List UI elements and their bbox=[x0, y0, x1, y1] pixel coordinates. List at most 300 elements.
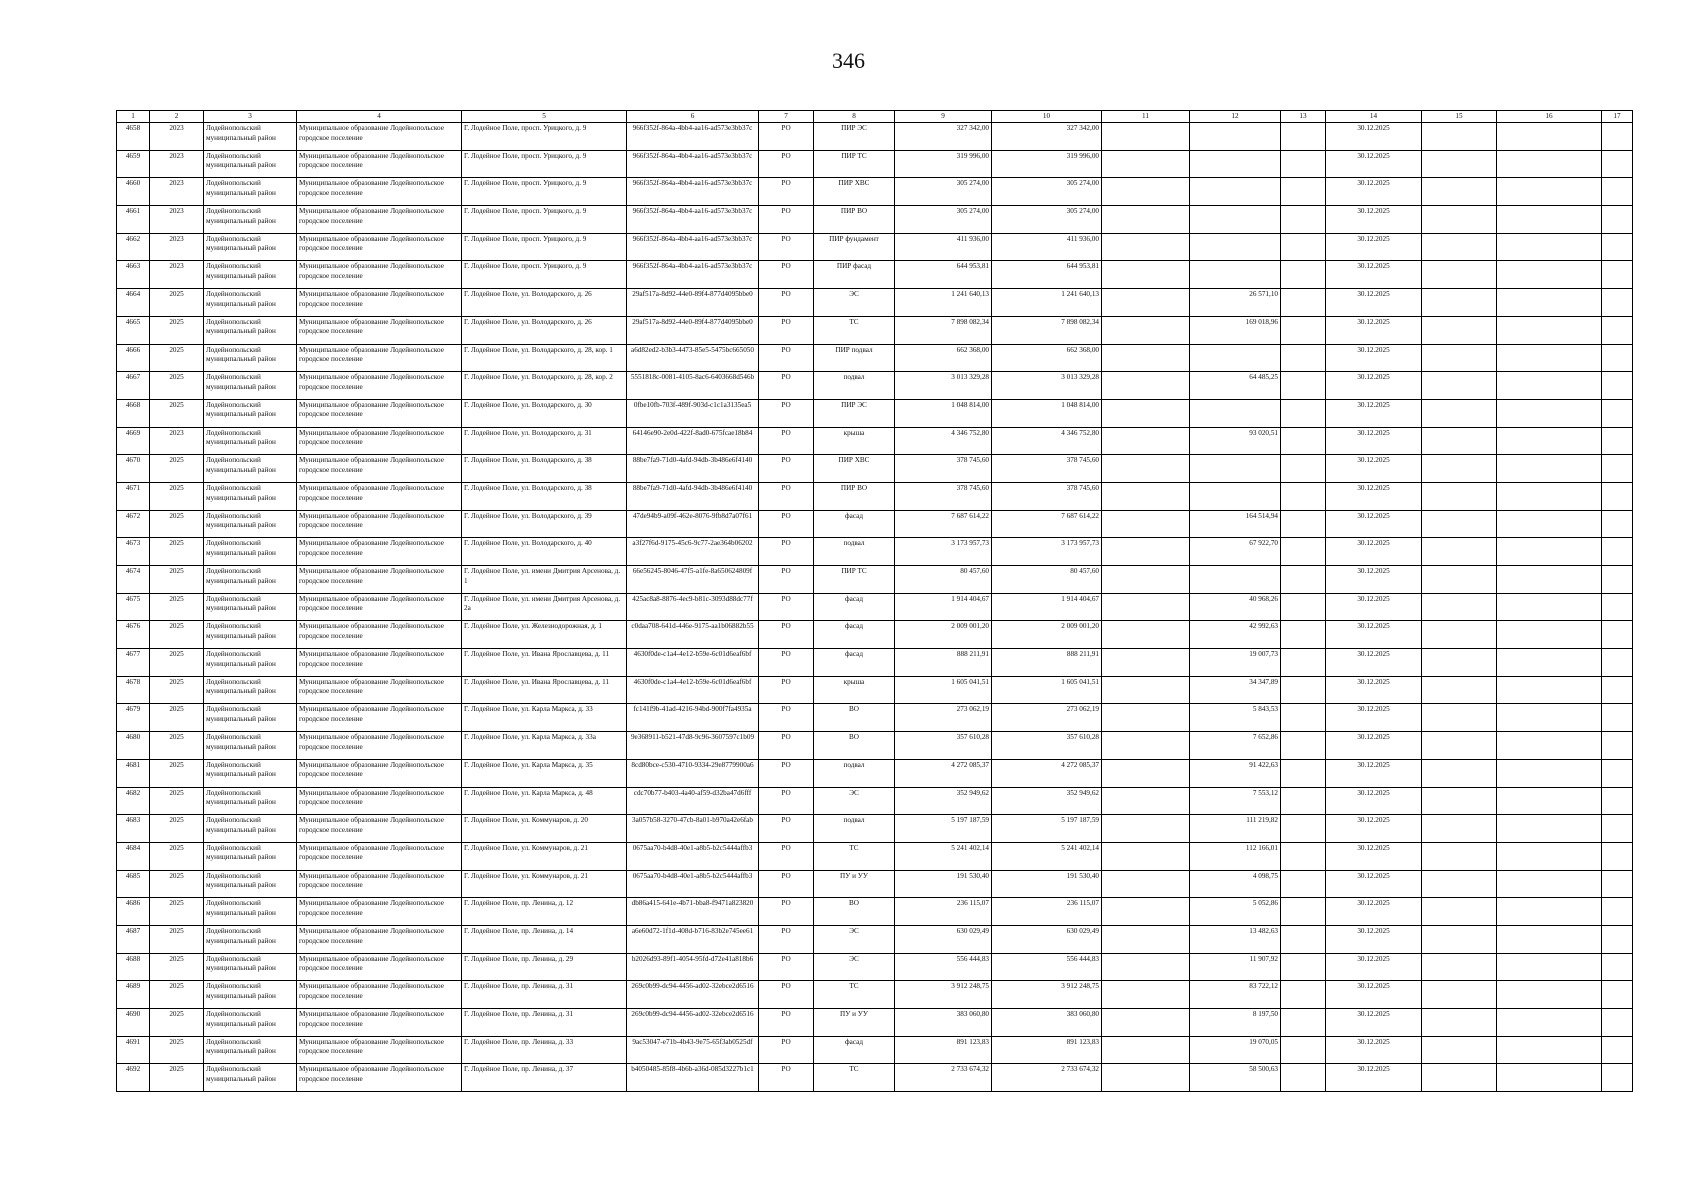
cell-col-15 bbox=[1422, 621, 1497, 649]
cell-col-17 bbox=[1602, 842, 1633, 870]
cell-district: Лодейнопольский муниципальный район bbox=[204, 455, 297, 483]
cell-col-11 bbox=[1102, 289, 1190, 317]
cell-address: Г. Лодейное Поле, просп. Урицкого, д. 9 bbox=[462, 261, 627, 289]
cell-form: РО bbox=[759, 1036, 814, 1064]
table-row bbox=[117, 621, 1633, 649]
cell-municipality: Муниципальное образование Лодейнопольское городское поселение bbox=[297, 704, 462, 732]
cell-municipality: Муниципальное образование Лодейнопольское городское поселение bbox=[297, 538, 462, 566]
cell-row-number: 4669 bbox=[117, 427, 150, 455]
cell-district: Лодейнопольский муниципальный район bbox=[204, 123, 297, 151]
cell-cost-total: 3 173 957,73 bbox=[895, 538, 992, 566]
cell-work-type: фасад bbox=[814, 593, 895, 621]
cell-row-number: 4667 bbox=[117, 372, 150, 400]
cell-work-type: ТС bbox=[814, 316, 895, 344]
cell-form: РО bbox=[759, 732, 814, 760]
cell-col-13 bbox=[1281, 732, 1326, 760]
table-row bbox=[117, 704, 1633, 732]
cell-row-number: 4666 bbox=[117, 344, 150, 372]
cell-deadline: 30.12.2025 bbox=[1326, 261, 1422, 289]
cell-district: Лодейнопольский муниципальный район bbox=[204, 815, 297, 843]
cell-year: 2025 bbox=[150, 344, 204, 372]
cell-form: РО bbox=[759, 482, 814, 510]
cell-address: Г. Лодейное Поле, ул. Ивана Ярославцева, д. 11 bbox=[462, 676, 627, 704]
cell-col-12 bbox=[1190, 261, 1281, 289]
table-row bbox=[117, 427, 1633, 455]
cell-year: 2023 bbox=[150, 123, 204, 151]
cell-col-11 bbox=[1102, 399, 1190, 427]
cell-deadline: 30.12.2025 bbox=[1326, 566, 1422, 594]
cell-cost-total: 327 342,00 bbox=[895, 123, 992, 151]
cell-cost-total: 3 912 248,75 bbox=[895, 981, 992, 1009]
cell-col-12 bbox=[1190, 566, 1281, 594]
cell-house-guid: 966f352f-864a-4bb4-aa16-ad573e3bb37c bbox=[627, 206, 759, 234]
cell-municipality: Муниципальное образование Лодейнопольское городское поселение bbox=[297, 510, 462, 538]
cell-house-guid: 29af517a-8d92-44e0-89f4-877d4095bbe0 bbox=[627, 316, 759, 344]
cell-row-number: 4682 bbox=[117, 787, 150, 815]
cell-col-15 bbox=[1422, 178, 1497, 206]
cell-deadline: 30.12.2025 bbox=[1326, 150, 1422, 178]
cell-municipality: Муниципальное образование Лодейнопольское городское поселение bbox=[297, 316, 462, 344]
cell-col-11 bbox=[1102, 566, 1190, 594]
cell-col-12: 19 007,73 bbox=[1190, 649, 1281, 677]
cell-district: Лодейнопольский муниципальный район bbox=[204, 1036, 297, 1064]
cell-form: РО bbox=[759, 289, 814, 317]
cell-district: Лодейнопольский муниципальный район bbox=[204, 593, 297, 621]
cell-district: Лодейнопольский муниципальный район bbox=[204, 178, 297, 206]
cell-form: РО bbox=[759, 593, 814, 621]
cell-col-12 bbox=[1190, 178, 1281, 206]
cell-row-number: 4684 bbox=[117, 842, 150, 870]
cell-col-16 bbox=[1497, 898, 1602, 926]
cell-district: Лодейнопольский муниципальный район bbox=[204, 344, 297, 372]
cell-col-12: 83 722,12 bbox=[1190, 981, 1281, 1009]
cell-col-16 bbox=[1497, 981, 1602, 1009]
cell-form: РО bbox=[759, 953, 814, 981]
cell-col-13 bbox=[1281, 1064, 1326, 1092]
cell-work-type: крыша bbox=[814, 427, 895, 455]
cell-cost-total: 891 123,83 bbox=[895, 1036, 992, 1064]
cell-year: 2023 bbox=[150, 206, 204, 234]
cell-work-type: ПИР ВО bbox=[814, 482, 895, 510]
cell-deadline: 30.12.2025 bbox=[1326, 704, 1422, 732]
cell-row-number: 4680 bbox=[117, 732, 150, 760]
cell-col-13 bbox=[1281, 704, 1326, 732]
cell-municipality: Муниципальное образование Лодейнопольское городское поселение bbox=[297, 344, 462, 372]
cell-col-17 bbox=[1602, 1036, 1633, 1064]
cell-row-number: 4661 bbox=[117, 206, 150, 234]
cell-cost-fund: 644 953,81 bbox=[992, 261, 1102, 289]
cell-cost-total: 383 060,80 bbox=[895, 1009, 992, 1037]
cell-district: Лодейнопольский муниципальный район bbox=[204, 566, 297, 594]
cell-year: 2025 bbox=[150, 538, 204, 566]
cell-work-type: ПИР фундамент bbox=[814, 233, 895, 261]
cell-row-number: 4670 bbox=[117, 455, 150, 483]
cell-col-12: 7 553,12 bbox=[1190, 787, 1281, 815]
cell-form: РО bbox=[759, 621, 814, 649]
cell-cost-total: 644 953,81 bbox=[895, 261, 992, 289]
cell-col-17 bbox=[1602, 566, 1633, 594]
cell-municipality: Муниципальное образование Лодейнопольское городское поселение bbox=[297, 427, 462, 455]
cell-col-16 bbox=[1497, 1009, 1602, 1037]
cell-col-11 bbox=[1102, 1009, 1190, 1037]
cell-deadline: 30.12.2025 bbox=[1326, 981, 1422, 1009]
cell-house-guid: b4050485-85f8-4b6b-a36d-085d3227b1c1 bbox=[627, 1064, 759, 1092]
cell-col-16 bbox=[1497, 870, 1602, 898]
cell-col-16 bbox=[1497, 261, 1602, 289]
column-header: 14 bbox=[1326, 111, 1422, 123]
cell-col-13 bbox=[1281, 925, 1326, 953]
cell-col-17 bbox=[1602, 510, 1633, 538]
cell-year: 2025 bbox=[150, 455, 204, 483]
cell-col-16 bbox=[1497, 842, 1602, 870]
cell-municipality: Муниципальное образование Лодейнопольское городское поселение bbox=[297, 455, 462, 483]
cell-row-number: 4691 bbox=[117, 1036, 150, 1064]
cell-cost-total: 80 457,60 bbox=[895, 566, 992, 594]
cell-municipality: Муниципальное образование Лодейнопольское городское поселение bbox=[297, 1064, 462, 1092]
cell-address: Г. Лодейное Поле, ул. Володарского, д. 38 bbox=[462, 482, 627, 510]
cell-col-12 bbox=[1190, 482, 1281, 510]
cell-municipality: Муниципальное образование Лодейнопольское городское поселение bbox=[297, 842, 462, 870]
cell-deadline: 30.12.2025 bbox=[1326, 455, 1422, 483]
cell-col-13 bbox=[1281, 455, 1326, 483]
cell-col-17 bbox=[1602, 316, 1633, 344]
cell-col-11 bbox=[1102, 870, 1190, 898]
cell-col-11 bbox=[1102, 510, 1190, 538]
cell-col-16 bbox=[1497, 1036, 1602, 1064]
cell-cost-total: 1 605 041,51 bbox=[895, 676, 992, 704]
cell-address: Г. Лодейное Поле, ул. Володарского, д. 26 bbox=[462, 316, 627, 344]
cell-house-guid: a6d82ed2-b3b3-4473-85e5-5475bc665050 bbox=[627, 344, 759, 372]
cell-house-guid: 66e56245-8046-47f5-a1fe-8a650624809f bbox=[627, 566, 759, 594]
cell-address: Г. Лодейное Поле, ул. Володарского, д. 40 bbox=[462, 538, 627, 566]
table-row bbox=[117, 538, 1633, 566]
cell-row-number: 4658 bbox=[117, 123, 150, 151]
cell-house-guid: db86a415-641e-4b71-bba8-f9471a823820 bbox=[627, 898, 759, 926]
cell-cost-fund: 7 898 082,34 bbox=[992, 316, 1102, 344]
cell-house-guid: 425ac8a8-8876-4ec9-b81c-3093d88dc77f bbox=[627, 593, 759, 621]
cell-year: 2023 bbox=[150, 261, 204, 289]
cell-district: Лодейнопольский муниципальный район bbox=[204, 704, 297, 732]
table-row bbox=[117, 206, 1633, 234]
cell-col-13 bbox=[1281, 261, 1326, 289]
cell-col-11 bbox=[1102, 732, 1190, 760]
table-row bbox=[117, 870, 1633, 898]
cell-cost-fund: 383 060,80 bbox=[992, 1009, 1102, 1037]
cell-col-15 bbox=[1422, 150, 1497, 178]
cell-col-12: 58 500,63 bbox=[1190, 1064, 1281, 1092]
cell-address: Г. Лодейное Поле, ул. Карла Маркса, д. 35 bbox=[462, 759, 627, 787]
cell-year: 2025 bbox=[150, 815, 204, 843]
cell-house-guid: 269c0b99-dc94-4456-ad02-32ebce2d6516 bbox=[627, 981, 759, 1009]
cell-district: Лодейнопольский муниципальный район bbox=[204, 787, 297, 815]
cell-cost-total: 236 115,07 bbox=[895, 898, 992, 926]
table-row bbox=[117, 316, 1633, 344]
cell-col-15 bbox=[1422, 123, 1497, 151]
cell-col-12 bbox=[1190, 123, 1281, 151]
cell-year: 2025 bbox=[150, 399, 204, 427]
cell-col-15 bbox=[1422, 344, 1497, 372]
cell-col-11 bbox=[1102, 787, 1190, 815]
cell-year: 2025 bbox=[150, 704, 204, 732]
cell-work-type: ЭС bbox=[814, 953, 895, 981]
cell-col-12 bbox=[1190, 150, 1281, 178]
cell-row-number: 4672 bbox=[117, 510, 150, 538]
column-header: 17 bbox=[1602, 111, 1633, 123]
cell-work-type: ЭС bbox=[814, 289, 895, 317]
cell-deadline: 30.12.2025 bbox=[1326, 925, 1422, 953]
cell-col-11 bbox=[1102, 842, 1190, 870]
cell-house-guid: 966f352f-864a-4bb4-aa16-ad573e3bb37c bbox=[627, 233, 759, 261]
cell-municipality: Муниципальное образование Лодейнопольское городское поселение bbox=[297, 233, 462, 261]
cell-cost-fund: 236 115,07 bbox=[992, 898, 1102, 926]
cell-municipality: Муниципальное образование Лодейнопольское городское поселение bbox=[297, 482, 462, 510]
cell-district: Лодейнопольский муниципальный район bbox=[204, 538, 297, 566]
cell-house-guid: 4630f0de-c1a4-4e12-b59e-6c01d6eaf6bf bbox=[627, 676, 759, 704]
cell-col-11 bbox=[1102, 953, 1190, 981]
cell-cost-fund: 411 936,00 bbox=[992, 233, 1102, 261]
cell-work-type: ТС bbox=[814, 1064, 895, 1092]
cell-year: 2023 bbox=[150, 233, 204, 261]
cell-cost-total: 305 274,00 bbox=[895, 206, 992, 234]
cell-row-number: 4677 bbox=[117, 649, 150, 677]
cell-col-17 bbox=[1602, 1009, 1633, 1037]
cell-cost-total: 1 914 404,67 bbox=[895, 593, 992, 621]
cell-col-13 bbox=[1281, 150, 1326, 178]
cell-municipality: Муниципальное образование Лодейнопольское городское поселение bbox=[297, 1036, 462, 1064]
cell-col-15 bbox=[1422, 316, 1497, 344]
cell-col-13 bbox=[1281, 427, 1326, 455]
cell-col-16 bbox=[1497, 787, 1602, 815]
cell-house-guid: 3a057b58-3270-47cb-8a01-b970a42e6fab bbox=[627, 815, 759, 843]
table-row bbox=[117, 566, 1633, 594]
cell-form: РО bbox=[759, 704, 814, 732]
cell-row-number: 4687 bbox=[117, 925, 150, 953]
cell-col-15 bbox=[1422, 953, 1497, 981]
cell-work-type: ПИР ХВС bbox=[814, 178, 895, 206]
table-row bbox=[117, 510, 1633, 538]
cell-row-number: 4690 bbox=[117, 1009, 150, 1037]
column-header: 10 bbox=[992, 111, 1102, 123]
cell-col-12: 4 098,75 bbox=[1190, 870, 1281, 898]
cell-address: Г. Лодейное Поле, ул. Карла Маркса, д. 33 bbox=[462, 704, 627, 732]
cell-cost-fund: 888 211,91 bbox=[992, 649, 1102, 677]
cell-year: 2025 bbox=[150, 649, 204, 677]
cell-cost-fund: 2 009 001,20 bbox=[992, 621, 1102, 649]
cell-col-13 bbox=[1281, 316, 1326, 344]
cell-address: Г. Лодейное Поле, пр. Ленина, д. 31 bbox=[462, 1009, 627, 1037]
table-row bbox=[117, 593, 1633, 621]
cell-form: РО bbox=[759, 759, 814, 787]
cell-municipality: Муниципальное образование Лодейнопольское городское поселение bbox=[297, 206, 462, 234]
cell-municipality: Муниципальное образование Лодейнопольское городское поселение bbox=[297, 925, 462, 953]
cell-col-11 bbox=[1102, 316, 1190, 344]
table-row bbox=[117, 732, 1633, 760]
cell-deadline: 30.12.2025 bbox=[1326, 316, 1422, 344]
table-row bbox=[117, 1036, 1633, 1064]
cell-address: Г. Лодейное Поле, пр. Ленина, д. 12 bbox=[462, 898, 627, 926]
cell-col-17 bbox=[1602, 372, 1633, 400]
cell-col-16 bbox=[1497, 566, 1602, 594]
column-header: 12 bbox=[1190, 111, 1281, 123]
cell-cost-fund: 378 745,60 bbox=[992, 455, 1102, 483]
cell-year: 2025 bbox=[150, 316, 204, 344]
cell-col-13 bbox=[1281, 206, 1326, 234]
column-header: 2 bbox=[150, 111, 204, 123]
cell-row-number: 4662 bbox=[117, 233, 150, 261]
cell-col-17 bbox=[1602, 732, 1633, 760]
cell-district: Лодейнопольский муниципальный район bbox=[204, 150, 297, 178]
cell-col-13 bbox=[1281, 1036, 1326, 1064]
cell-address: Г. Лодейное Поле, ул. Володарского, д. 28, кор. 2 bbox=[462, 372, 627, 400]
cell-col-17 bbox=[1602, 178, 1633, 206]
cell-col-12: 111 219,82 bbox=[1190, 815, 1281, 843]
cell-deadline: 30.12.2025 bbox=[1326, 538, 1422, 566]
cell-col-16 bbox=[1497, 233, 1602, 261]
cell-col-16 bbox=[1497, 538, 1602, 566]
cell-col-11 bbox=[1102, 981, 1190, 1009]
cell-deadline: 30.12.2025 bbox=[1326, 372, 1422, 400]
cell-cost-fund: 662 368,00 bbox=[992, 344, 1102, 372]
cell-year: 2025 bbox=[150, 1036, 204, 1064]
cell-cost-fund: 1 914 404,67 bbox=[992, 593, 1102, 621]
cell-col-15 bbox=[1422, 981, 1497, 1009]
table-row bbox=[117, 953, 1633, 981]
cell-col-12: 19 070,05 bbox=[1190, 1036, 1281, 1064]
cell-work-type: ПИР фасад bbox=[814, 261, 895, 289]
cell-col-13 bbox=[1281, 593, 1326, 621]
cell-col-12: 91 422,63 bbox=[1190, 759, 1281, 787]
cell-year: 2025 bbox=[150, 759, 204, 787]
cell-municipality: Муниципальное образование Лодейнопольское городское поселение bbox=[297, 870, 462, 898]
cell-col-16 bbox=[1497, 1064, 1602, 1092]
cell-row-number: 4678 bbox=[117, 676, 150, 704]
cell-col-16 bbox=[1497, 732, 1602, 760]
cell-house-guid: 966f352f-864a-4bb4-aa16-ad573e3bb37c bbox=[627, 123, 759, 151]
cell-col-15 bbox=[1422, 842, 1497, 870]
cell-row-number: 4675 bbox=[117, 593, 150, 621]
cell-col-13 bbox=[1281, 123, 1326, 151]
cell-address: Г. Лодейное Поле, ул. Володарского, д. 26 bbox=[462, 289, 627, 317]
cell-cost-total: 2 733 674,32 bbox=[895, 1064, 992, 1092]
cell-col-16 bbox=[1497, 676, 1602, 704]
cell-address: Г. Лодейное Поле, пр. Ленина, д. 14 bbox=[462, 925, 627, 953]
cell-col-12: 8 197,50 bbox=[1190, 1009, 1281, 1037]
cell-address: Г. Лодейное Поле, ул. Коммунаров, д. 21 bbox=[462, 870, 627, 898]
cell-house-guid: fc141f9b-41ad-4216-94bd-900f7fa4935a bbox=[627, 704, 759, 732]
cell-col-11 bbox=[1102, 123, 1190, 151]
cell-municipality: Муниципальное образование Лодейнопольское городское поселение bbox=[297, 787, 462, 815]
cell-deadline: 30.12.2025 bbox=[1326, 344, 1422, 372]
cell-house-guid: 88be7fa9-71d0-4afd-94db-3b486e6f4140 bbox=[627, 455, 759, 483]
cell-col-16 bbox=[1497, 178, 1602, 206]
cell-row-number: 4683 bbox=[117, 815, 150, 843]
cell-district: Лодейнопольский муниципальный район bbox=[204, 981, 297, 1009]
cell-col-12: 169 018,96 bbox=[1190, 316, 1281, 344]
cell-address: Г. Лодейное Поле, пр. Ленина, д. 29 bbox=[462, 953, 627, 981]
cell-deadline: 30.12.2025 bbox=[1326, 759, 1422, 787]
table-row bbox=[117, 123, 1633, 151]
cell-col-16 bbox=[1497, 150, 1602, 178]
table-row bbox=[117, 649, 1633, 677]
cell-cost-fund: 305 274,00 bbox=[992, 178, 1102, 206]
cell-row-number: 4668 bbox=[117, 399, 150, 427]
cell-district: Лодейнопольский муниципальный район bbox=[204, 676, 297, 704]
cell-form: РО bbox=[759, 427, 814, 455]
cell-year: 2025 bbox=[150, 289, 204, 317]
cell-col-17 bbox=[1602, 538, 1633, 566]
cell-house-guid: b2026d93-89f1-4054-95fd-d72e41a818b6 bbox=[627, 953, 759, 981]
cell-form: РО bbox=[759, 676, 814, 704]
cell-col-13 bbox=[1281, 842, 1326, 870]
cell-year: 2025 bbox=[150, 925, 204, 953]
cell-house-guid: 4630f0de-c1a4-4e12-b59e-6c01d6eaf6bf bbox=[627, 649, 759, 677]
cell-col-11 bbox=[1102, 898, 1190, 926]
cell-year: 2025 bbox=[150, 510, 204, 538]
cell-col-11 bbox=[1102, 1036, 1190, 1064]
cell-cost-total: 556 444,83 bbox=[895, 953, 992, 981]
column-header: 13 bbox=[1281, 111, 1326, 123]
cell-form: РО bbox=[759, 261, 814, 289]
cell-cost-total: 378 745,60 bbox=[895, 482, 992, 510]
cell-form: РО bbox=[759, 372, 814, 400]
cell-col-13 bbox=[1281, 676, 1326, 704]
cell-col-17 bbox=[1602, 593, 1633, 621]
cell-municipality: Муниципальное образование Лодейнопольское городское поселение bbox=[297, 621, 462, 649]
column-number-row bbox=[117, 111, 1633, 123]
cell-work-type: фасад bbox=[814, 1036, 895, 1064]
cell-row-number: 4671 bbox=[117, 482, 150, 510]
cell-cost-fund: 378 745,60 bbox=[992, 482, 1102, 510]
cell-col-11 bbox=[1102, 482, 1190, 510]
cell-cost-fund: 273 062,19 bbox=[992, 704, 1102, 732]
cell-row-number: 4659 bbox=[117, 150, 150, 178]
cell-address: Г. Лодейное Поле, ул. Володарского, д. 30 bbox=[462, 399, 627, 427]
cell-col-13 bbox=[1281, 538, 1326, 566]
cell-address: Г. Лодейное Поле, ул. Володарского, д. 28, кор. 1 bbox=[462, 344, 627, 372]
cell-district: Лодейнопольский муниципальный район bbox=[204, 233, 297, 261]
cell-col-11 bbox=[1102, 261, 1190, 289]
cell-col-13 bbox=[1281, 178, 1326, 206]
cell-col-17 bbox=[1602, 150, 1633, 178]
cell-cost-fund: 327 342,00 bbox=[992, 123, 1102, 151]
cell-house-guid: 966f352f-864a-4bb4-aa16-ad573e3bb37c bbox=[627, 178, 759, 206]
cell-work-type: ПИР ВО bbox=[814, 206, 895, 234]
cell-col-13 bbox=[1281, 759, 1326, 787]
cell-col-16 bbox=[1497, 953, 1602, 981]
cell-municipality: Муниципальное образование Лодейнопольское городское поселение bbox=[297, 649, 462, 677]
table-row bbox=[117, 455, 1633, 483]
cell-work-type: ЭС bbox=[814, 787, 895, 815]
cell-house-guid: 0675aa70-b4d8-40e1-a8b5-b2c5444affb3 bbox=[627, 842, 759, 870]
cell-district: Лодейнопольский муниципальный район bbox=[204, 953, 297, 981]
cell-form: РО bbox=[759, 206, 814, 234]
column-header: 16 bbox=[1497, 111, 1602, 123]
table-row bbox=[117, 898, 1633, 926]
column-header: 4 bbox=[297, 111, 462, 123]
cell-house-guid: 29af517a-8d92-44e0-89f4-877d4095bbe0 bbox=[627, 289, 759, 317]
cell-cost-total: 7 898 082,34 bbox=[895, 316, 992, 344]
cell-col-11 bbox=[1102, 206, 1190, 234]
cell-form: РО bbox=[759, 925, 814, 953]
cell-row-number: 4663 bbox=[117, 261, 150, 289]
cell-cost-total: 1 241 640,13 bbox=[895, 289, 992, 317]
cell-col-16 bbox=[1497, 206, 1602, 234]
cell-district: Лодейнопольский муниципальный район bbox=[204, 621, 297, 649]
cell-col-11 bbox=[1102, 178, 1190, 206]
column-header: 8 bbox=[814, 111, 895, 123]
cell-row-number: 4686 bbox=[117, 898, 150, 926]
cell-cost-fund: 1 605 041,51 bbox=[992, 676, 1102, 704]
